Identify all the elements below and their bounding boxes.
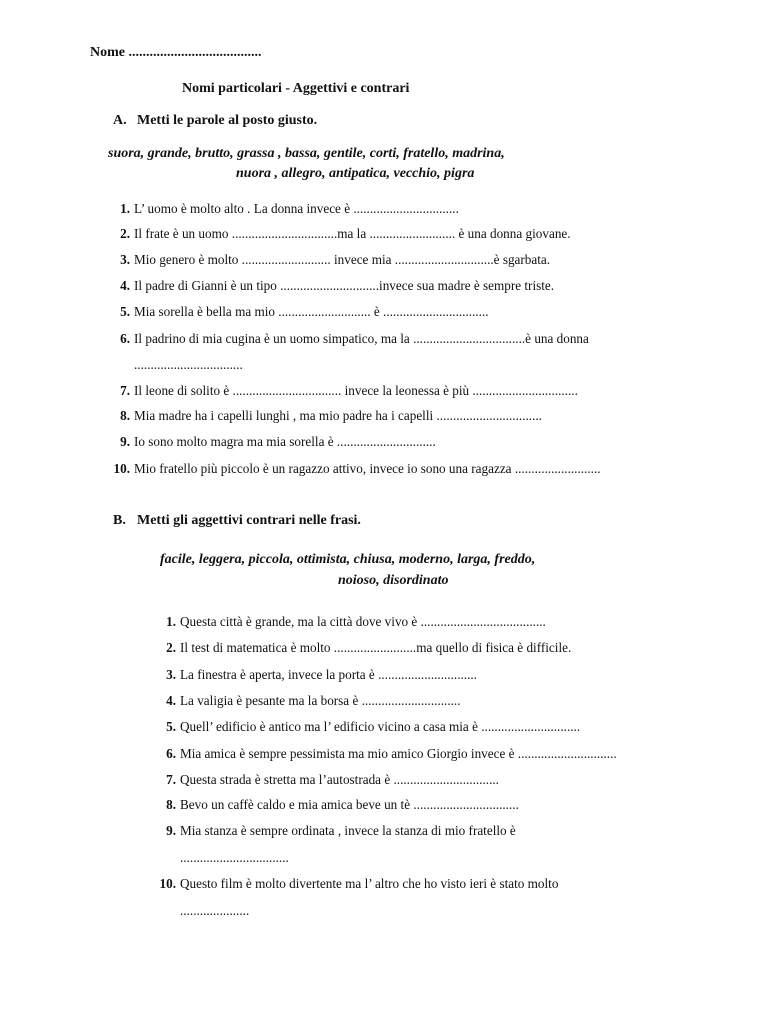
answer-line-continuation: ..................... bbox=[180, 903, 250, 918]
item-number: 5. bbox=[166, 719, 176, 734]
answer-line-continuation: ................................. bbox=[134, 357, 243, 372]
item-number: 4. bbox=[166, 693, 176, 708]
item-number: 10. bbox=[159, 876, 176, 891]
item-number: 10. bbox=[113, 461, 130, 476]
item-number: 3. bbox=[166, 667, 176, 682]
exercise-sentence: Bevo un caffè caldo e mia amica beve un tè ................................ bbox=[180, 797, 519, 812]
exercise-sentence: Mia madre ha i capelli lunghi , ma mio padre ha i capelli ................................ bbox=[134, 408, 542, 423]
item-number: 8. bbox=[120, 408, 130, 423]
exercise-sentence: Questo film è molto divertente ma l’ altro che ho visto ieri è stato molto bbox=[180, 876, 559, 891]
answer-line-continuation: ................................. bbox=[180, 850, 289, 865]
exercise-sentence: La finestra è aperta, invece la porta è .............................. bbox=[180, 667, 477, 682]
exercise-sentence: Mia sorella è bella ma mio ............................ è ................................ bbox=[134, 304, 489, 319]
item-number: 4. bbox=[120, 278, 130, 293]
item-number: 8. bbox=[166, 797, 176, 812]
exercise-sentence: Mio fratello più piccolo è un ragazzo attivo, invece io sono una ragazza .......................... bbox=[134, 461, 601, 476]
exercise-sentence: Il test di matematica è molto .........................ma quello di fisica è difficile. bbox=[180, 640, 572, 655]
item-number: 1. bbox=[120, 201, 130, 216]
item-number: 7. bbox=[166, 772, 176, 787]
name-field-label: Nome ...................................... bbox=[90, 45, 262, 60]
item-number: 6. bbox=[166, 746, 176, 761]
item-number: 2. bbox=[166, 640, 176, 655]
item-number: 9. bbox=[166, 823, 176, 838]
exercise-sentence: Il leone di solito è ................................. invece la leonessa è più ................................ bbox=[134, 383, 578, 398]
item-number: 1. bbox=[166, 614, 176, 629]
exercise-sentence: Quell’ edificio è antico ma l’ edificio vicino a casa mia è .............................. bbox=[180, 719, 581, 734]
item-number: 6. bbox=[120, 331, 130, 346]
section-b-marker: B. bbox=[113, 513, 126, 528]
exercise-sentence: Il padre di Gianni è un tipo ..............................invece sua madre è sempre triste. bbox=[134, 278, 555, 293]
item-number: 7. bbox=[120, 383, 130, 398]
section-a-marker: A. bbox=[113, 113, 127, 128]
exercise-sentence: Il padrino di mia cugina è un uomo simpatico, ma la ..................................è una donna bbox=[134, 331, 589, 346]
item-number: 9. bbox=[120, 434, 130, 449]
item-number: 5. bbox=[120, 304, 130, 319]
section-b-word-bank-line-2: noioso, disordinato bbox=[338, 573, 449, 588]
exercise-sentence: L’ uomo è molto alto . La donna invece è ................................ bbox=[134, 201, 459, 216]
exercise-sentence: Io sono molto magra ma mia sorella è .............................. bbox=[134, 434, 436, 449]
section-a-word-bank-line-1: suora, grande, brutto, grassa , bassa, gentile, corti, fratello, madrina, bbox=[108, 146, 505, 161]
exercise-sentence: Mia amica è sempre pessimista ma mio amico Giorgio invece è .............................. bbox=[180, 746, 617, 761]
exercise-sentence: Mio genero è molto ........................... invece mia ..............................è sgarbata. bbox=[134, 252, 551, 267]
item-number: 3. bbox=[120, 252, 130, 267]
exercise-sentence: Questa città è grande, ma la città dove vivo è ...................................... bbox=[180, 614, 546, 629]
section-a-word-bank-line-2: nuora , allegro, antipatica, vecchio, pigra bbox=[236, 166, 475, 181]
worksheet-title: Nomi particolari - Aggettivi e contrari bbox=[182, 81, 410, 96]
exercise-sentence: Mia stanza è sempre ordinata , invece la stanza di mio fratello è bbox=[180, 823, 516, 838]
exercise-sentence: Questa strada è stretta ma l’autostrada è ................................ bbox=[180, 772, 499, 787]
exercise-sentence: Il frate è un uomo ................................ma la .......................... è una donna giovane. bbox=[134, 226, 571, 241]
item-number: 2. bbox=[120, 226, 130, 241]
exercise-sentence: La valigia è pesante ma la borsa è .............................. bbox=[180, 693, 461, 708]
section-a-instruction: Metti le parole al posto giusto. bbox=[137, 113, 318, 128]
section-b-instruction: Metti gli aggettivi contrari nelle frasi. bbox=[137, 513, 361, 528]
section-b-word-bank-line-1: facile, leggera, piccola, ottimista, chiusa, moderno, larga, freddo, bbox=[160, 552, 536, 567]
